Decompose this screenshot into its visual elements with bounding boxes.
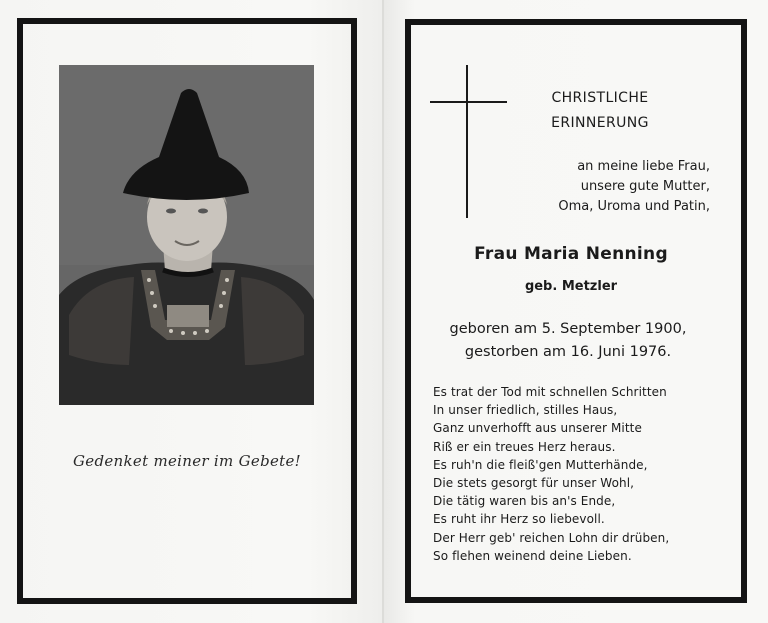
maiden-name: geb. Metzler: [524, 279, 618, 294]
memorial-poem: [433, 383, 733, 565]
poem-line: Es ruh'n die fleiß'gen Mutterhände,: [433, 457, 648, 472]
dedication: [500, 157, 710, 217]
card-fold: [382, 0, 384, 623]
death-date: gestorben am 16. Juni 1976.: [464, 344, 672, 360]
heading-line-1: CHRISTLICHE: [551, 90, 649, 106]
poem-line: In unser friedlich, stilles Haus,: [433, 403, 618, 418]
poem-line: Die tätig waren bis an's Ende,: [433, 494, 616, 509]
dedication-line: unsere gute Mutter,: [580, 179, 710, 194]
deceased-name: Frau Maria Nenning: [474, 244, 668, 264]
birth-date: geboren am 5. September 1900,: [449, 321, 687, 337]
poem-line: Der Herr geb' reichen Lohn dir drüben,: [433, 530, 670, 545]
dedication-line: Oma, Uroma und Patin,: [558, 199, 710, 214]
poem-line: Ganz unverhofft aus unserer Mitte: [433, 421, 642, 436]
life-dates: [420, 318, 716, 364]
heading-line-2: ERINNERUNG: [551, 115, 649, 131]
poem-line: Es trat der Tod mit schnellen Schritten: [433, 385, 667, 399]
portrait-photo: [59, 65, 314, 405]
poem-line: So flehen weinend deine Lieben.: [433, 548, 632, 563]
card-heading: [520, 86, 680, 136]
cross-vertical-icon: [466, 65, 468, 218]
dedication-line: an meine liebe Frau,: [577, 159, 710, 174]
prayer-line: Gedenket meiner im Gebete!: [73, 452, 301, 470]
poem-line: Die stets gesorgt für unser Wohl,: [433, 476, 635, 491]
poem-line: Riß er ein treues Herz heraus.: [433, 439, 616, 454]
cross-horizontal-icon: [430, 101, 507, 103]
poem-line: Es ruht ihr Herz so liebevoll.: [433, 512, 605, 527]
